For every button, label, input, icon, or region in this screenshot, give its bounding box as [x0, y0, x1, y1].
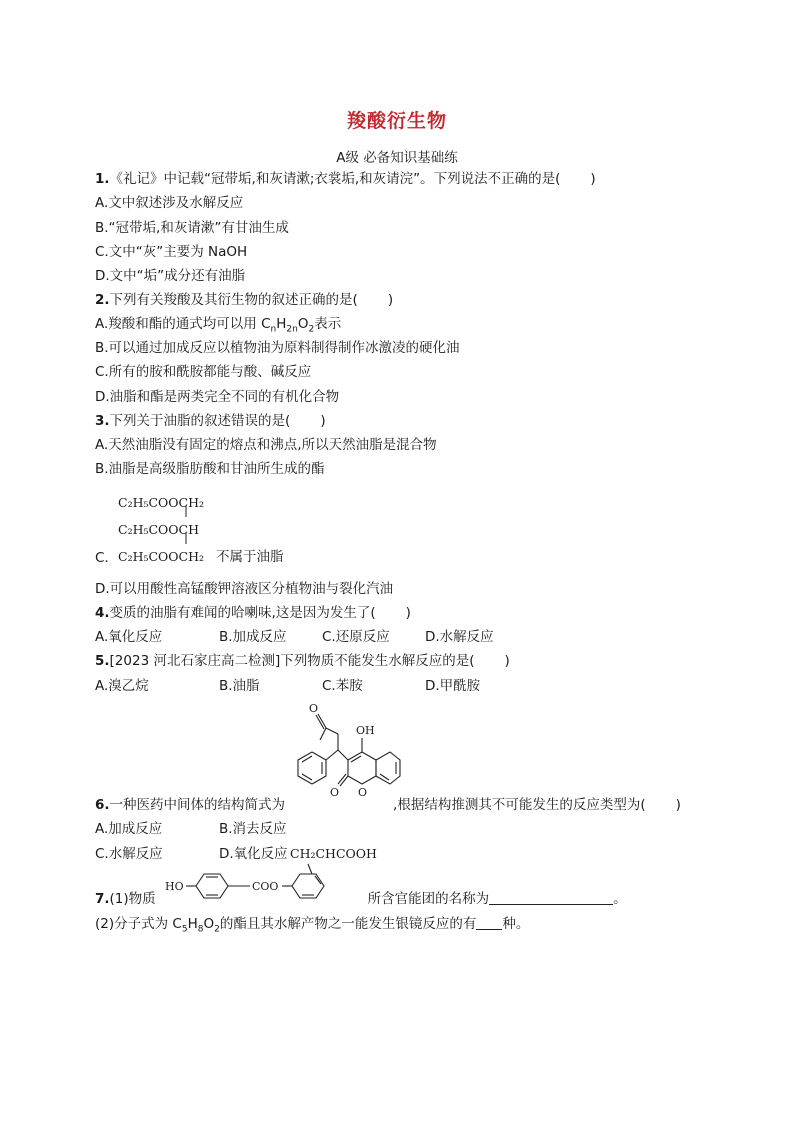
question-6-stem: 6.一种医药中间体的结构简式为 ,根据结构推测其不可能发生的反应类型为( ): [95, 797, 681, 813]
q4-options: [95, 628, 494, 646]
coumarin-structure: [292, 698, 402, 810]
q2-option-b: B.可以通过加成反应以植物油为原料制得制作冰激凌的硬化油: [95, 340, 460, 356]
question-2-stem: 2.下列有关羧酸及其衍生物的叙述正确的是( ): [95, 292, 394, 308]
q3-option-b: B.油脂是高级脂肪酸和甘油所生成的酯: [95, 461, 325, 477]
answer-blank[interactable]: [476, 915, 502, 930]
question-7-part-1: 7.(1)物质 所含官能团的名称为 。: [95, 891, 627, 907]
q2-option-d: D.油脂和酯是两类完全不同的有机化合物: [95, 389, 340, 405]
q5-options: [95, 677, 480, 695]
q6-options-row-2: [95, 845, 288, 863]
page-title: 羧酸衍生物: [346, 110, 447, 132]
question-number: 6.: [95, 797, 110, 813]
q5-option-a: A.溴乙烷: [95, 678, 149, 694]
mol-label: O: [330, 786, 340, 799]
formula-bonds: [180, 505, 200, 565]
mol-label: O: [358, 786, 368, 799]
mol-label: COO: [252, 880, 279, 893]
q2-option-a: A.羧酸和酯的通式均可以用 $C_nH_{2n}O_2$表示: [95, 316, 342, 335]
formula-row: C₂H₅COOCH₂: [118, 495, 205, 510]
q3-option-a: A.天然油脂没有固定的熔点和沸点,所以天然油脂是混合物: [95, 437, 437, 453]
q6-option-b: B.消去反应: [219, 821, 287, 837]
q5-option-b: B.油脂: [219, 678, 260, 694]
q3-option-d: D.可以用酸性高锰酸钾溶液区分植物油与裂化汽油: [95, 581, 394, 597]
q3-option-c-prefix: C.: [95, 550, 109, 566]
q1-option-c: C.文中“灰”主要为 NaOH: [95, 244, 248, 260]
q1-option-d: D.文中“垢”成分还有油脂: [95, 268, 246, 284]
q4-option-d: D.水解反应: [425, 629, 494, 645]
question-number: 5.: [95, 653, 110, 669]
question-number: 7.: [95, 891, 110, 907]
q5-option-c: C.苯胺: [322, 678, 363, 694]
mol-label: O: [309, 702, 319, 715]
q4-option-b: B.加成反应: [219, 629, 287, 645]
question-5-stem: 5.[2023 河北石家庄高二检测]下列物质不能发生水解反应的是( ): [95, 653, 510, 669]
formula-row: C₂H₅COOCH: [118, 522, 200, 537]
question-number: 1.: [95, 171, 110, 187]
question-3-stem: 3.下列关于油脂的叙述错误的是( ): [95, 413, 326, 429]
q6-option-d: D.氧化反应: [219, 846, 288, 862]
q4-option-c: C.还原反应: [322, 629, 390, 645]
question-number: 2.: [95, 292, 110, 308]
formula-row: C₂H₅COOCH₂: [118, 549, 205, 564]
question-1-stem: 1.《礼记》中记载“冠带垢,和灰请漱;衣裳垢,和灰请浣”。下列说法不正确的是( ): [95, 171, 596, 187]
question-4-stem: 4.变质的油脂有难闻的哈喇味,这是因为发生了( ): [95, 605, 411, 621]
answer-blank[interactable]: [489, 890, 613, 905]
q6-option-a: A.加成反应: [95, 821, 163, 837]
q6-option-c: C.水解反应: [95, 846, 163, 862]
q6-options-row-1: [95, 820, 287, 838]
question-number: 3.: [95, 413, 110, 429]
q3-option-c-text: 不属于油脂: [216, 549, 284, 565]
mol-label: OH: [356, 724, 375, 737]
mol-label: HO: [165, 880, 184, 893]
question-7-part-2: (2)分子式为 $C_5H_8O_2$的酯且其水解产物之一能发生银镜反应的有 种。: [95, 916, 530, 935]
q5-option-d: D.甲酰胺: [425, 678, 481, 694]
q2-option-c: C.所有的胺和酰胺都能与酸、碱反应: [95, 364, 312, 380]
q4-option-a: A.氧化反应: [95, 629, 163, 645]
mol-label: CH₂CHCOOH: [290, 846, 377, 861]
section-subtitle: A级 必备知识基础练: [336, 150, 458, 166]
q1-option-b: B.“冠带垢,和灰请漱”有甘油生成: [95, 220, 289, 236]
question-number: 4.: [95, 605, 110, 621]
q1-option-a: A.文中叙述涉及水解反应: [95, 195, 244, 211]
